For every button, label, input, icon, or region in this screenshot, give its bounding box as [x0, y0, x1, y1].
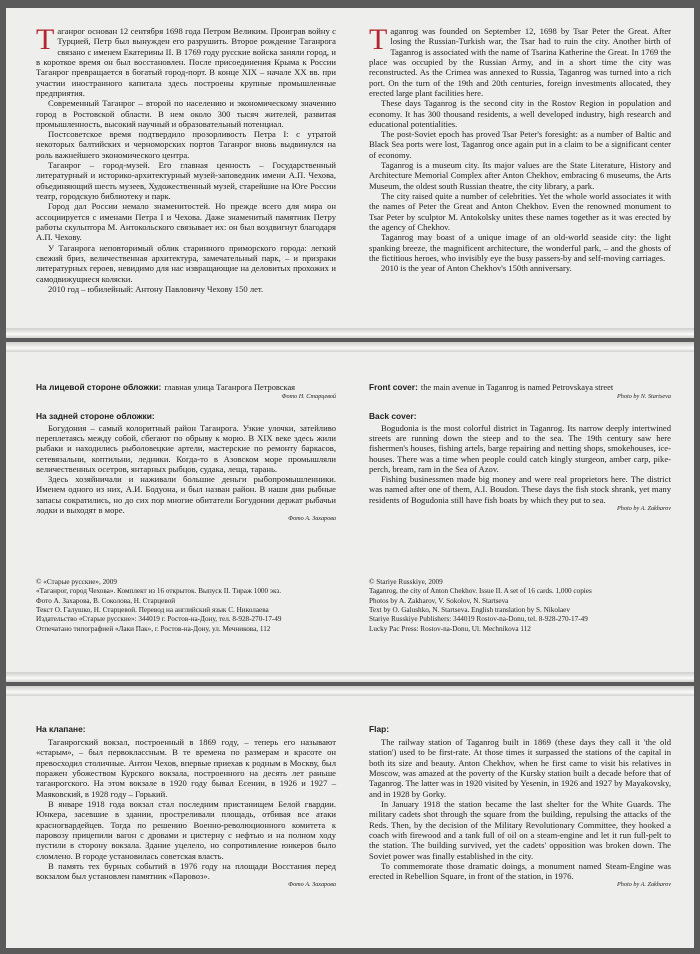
- dropcap-ru: Т: [36, 23, 55, 56]
- imprint-line: Lucky Pac Press: Rostov-na-Donu, Ul. Mechnikova 112: [369, 624, 531, 633]
- intro-ru-p4: Таганрог – город-музей. Его главная ценность – Государственный литературный и историко-архитектурный музей-заповедник имени А.П. Чехова, объединяющий шесть музеев, Художественный музей, старейшие на Юге России театр, городскую библиотеку и парк.: [36, 160, 336, 201]
- intro-en-p1: Taganrog was founded on September 12, 1698 by Tsar Peter the Great. After losing the Russian-Turkish war, the Tsar had to ruin the city. Another birth of Taganrog is associated with the name of Tsarina Katherine the Great. In 1769 the place was occupied by the Russian Army, and in a short time the city was reconstructed. As the Crimea was annexed to Russia, Taganrog was turned into a rich port. On the turn of the 19th and 20th centuries, foreign investments allocated, they erected large plant facilities here.: [369, 23, 671, 98]
- flap-ru-p2: В январе 1918 года вокзал стал последним пристанищем Белой гвардии. Юнкера, засевшие в здании, простреливали площадь, отбивая все атаки красногвардейцев. Тогда по решению Военно-революционного комитета к паровозу прицепили вагон с дровами и цистерну с нефтью и на полном ходу пустили в сторону вокзала. Здание уцелело, но сопротивление юнкеров было сломлено. В городе установилась советская власть.: [36, 798, 336, 861]
- intro-en-p4: Taganrog is a museum city. Its major values are the State Literature, History and Architecture Memorial Complex after Anton Chekhov, embracing 6 museums, the Arts Museum, the oldest south Russian theatre, the city library, a park.: [369, 160, 671, 191]
- back-cover-heading-en: Back cover:: [369, 410, 417, 421]
- intro-ru-p2: Современный Таганрог – второй по населению и экономическому значению город в Ростовской области. В нем около 300 тысяч жителей, развитая промышленность, высокий научный и образовательный потенциал.: [36, 98, 336, 129]
- flap-en-p2: In January 1918 the station became the last shelter for the White Guards. The military cadets shot through the square from the building, repulsing the attacks of the Reds. Then, by the decision of the Military Revolutionary Committee, they hooked a coach with firewood and a tank full of oil on a steam-engine and let it run full-pelt to the station. The building survived, yet the cadets' opposition was broken down. The Soviet power was finally established in the city.: [369, 798, 671, 861]
- intro-ru-p3: Постсоветское время подтвердило прозорливость Петра I: с утратой некоторых балтийских и черноморских портов Таганрог вновь выдвинулся на роль важнейшего экономического центра.: [36, 129, 336, 160]
- photo-credit: Photo by A. Zakharov: [617, 505, 671, 513]
- imprint-line: Text by O. Galushko, N. Startseva. English translation by S. Nikolaev: [369, 606, 570, 615]
- imprint-line: Taganrog, the city of Anton Chekhov. Issue II. A set of 16 cards. 1,000 copies: [369, 587, 592, 596]
- intro-en-p5: The city raised quite a number of celebrities. Yet the whole world associates it with the names of Peter the Great and Anton Chekhov. Even the renowned monument to Tsar Peter by sculptor M. Antokolsky unites these names together as it was erected by the agency of Chekhov.: [369, 191, 671, 232]
- imprint-line: Фото А. Захарова, В. Соколова, Н. Старцевой: [36, 596, 176, 605]
- intro-ru-p1: Таганрог основан 12 сентября 1698 года Петром Великим. Проиграв войну с Турцией, Петр был вынужден его разрушить. Второе рождение Таганрога связано с именем Екатерины II. В 1769 году русские войска заняли город, и в короткое время он был восстановлен. После присоединения Крыма к России Таганрог превращается в богатый город-порт. В конце XIX – начале XX вв. при участии иностранного капитала здесь построены крупные промышленные предприятия.: [36, 23, 336, 98]
- flap-ru: [36, 724, 336, 889]
- imprint-line: Отпечатано типографией «Лаки Пак», г. Ростов-на-Дону, ул. Мечникова, 112: [36, 624, 271, 633]
- imprint-line: Stariye Russkiye Publishers: 344019 Rostov-na-Donu, tel. 8-928-270-17-49: [369, 615, 588, 624]
- bottom-panel: [6, 686, 694, 948]
- imprint-ru: [36, 578, 336, 634]
- flap-en-p1: The railway station of Taganrog built in 1869 (these days they call it 'the old station') used to be first-rate. At those times it surpassed the stations of the capital in both its size and beauty. Anton Chekhov, when he first came to visit his relatives in Moscow, was amazed at the poverty of the Kursky station built a decade before that of Taganrog. The latter was in 1920 visited by Yesenin, in 1926 and 1927 by Mayakovsky, and in 1928 by Gorky.: [369, 737, 671, 799]
- back-cover-en-p1: Bogudonia is the most colorful district in Taganrog. Its narrow deeply intertwined streets are running down the steep and to the sea. The 19th century saw here fishermen's houses, fishing artels, barge repairing and netting shops, smokehouses, ice-houses. There was a time when people could catch kingly sturgeon, amber carp, pike-perch, bream, ram in the Sea of Azov.: [369, 422, 671, 474]
- top-panel: [6, 8, 694, 338]
- back-cover-ru-p2: Здесь хозяйничали и наживали большие деньги рыбопромышленники. Именем одного из них, А.И. Бодуона, и был назван район. В наши дни рыбные запасы сократились, но до сих пор многие обитатели Богудонии держат рыбачьи лодки и выходят в море.: [36, 474, 336, 516]
- flap-heading-ru: На клапане:: [36, 724, 86, 734]
- flap-en-p3: To commemorate those dramatic doings, a monument named Steam-Engine was erected in Rebellion Square, in front of the station, in 1976.: [369, 860, 671, 882]
- imprint-line: «Таганрог, город Чехова». Комплект из 16 открыток. Выпуск II. Тираж 1000 экз.: [36, 587, 282, 596]
- covers-ru: [36, 382, 336, 523]
- imprint-en: [369, 578, 671, 634]
- imprint-line: Издательство «Старые русские»: 344019 г. Ростов-на-Дону, тел. 8-928-270-17-49: [36, 615, 282, 624]
- middle-panel: [6, 342, 694, 682]
- photo-credit: Фото А. Захарова: [288, 881, 336, 889]
- intro-en-p6: Taganrog may boast of a unique image of an old-world seaside city: the light spanking breeze, the magnificent architecture, the wonderful park, – and the ghosts of the fictitious heroes, who invisibly eye the busy passers-by and self-moving carriages.: [369, 232, 671, 263]
- back-cover-en-p2: Fishing businessmen made big money and were real proprietors here. The district was named after one of them, A.I. Boudon. These days the fish stock shrank, yet many residents of Bogudonia still have fish boats by which they put to sea.: [369, 474, 671, 505]
- flap-en: [369, 724, 671, 889]
- photo-credit: Фото Н. Старцевой: [281, 393, 336, 401]
- back-cover-ru-p1: Богудония – самый колоритный район Таганрога. Узкие улочки, затейливо переплетаясь между собой, сбегают по обрыву к морю. В XIX веке здесь жили рыбаки и находились рыболовецкие артели, мастерские по ремонту баркасов, сетевязальни, коптильни, ледники. Когда-то в Азовском море промышляли величественных осетров, янтарных рыбцов, судака, леща, тарань.: [36, 422, 336, 474]
- front-cover-caption-ru: На лицевой стороне обложки: главная улица Таганрога Петровская: [36, 382, 296, 392]
- intro-en-p7: 2010 is the year of Anton Chekhov's 150th anniversary.: [381, 263, 572, 274]
- intro-ru: [36, 23, 336, 294]
- fold-line: [6, 342, 694, 352]
- imprint-line: Текст О. Галушко, Н. Старцевой. Перевод на английский язык С. Николаева: [36, 606, 269, 615]
- back-cover-heading-ru: На задней стороне обложки:: [36, 410, 155, 421]
- imprint-line: © «Старые русские», 2009: [36, 578, 117, 586]
- intro-en-p2: These days Taganrog is the second city in the Rostov Region in population and economy. It has 300 thousand residents, a well developed industry, high research and educational potentialities.: [369, 98, 671, 129]
- imprint-line: Photos by A. Zakharov, V. Sokolov, N. Startseva: [369, 596, 509, 605]
- flap-heading-en: Flap:: [369, 724, 390, 734]
- photo-credit: Photo by A. Zakharov: [617, 881, 671, 889]
- imprint-line: © Stariye Russkiye, 2009: [369, 578, 443, 586]
- fold-line: [6, 672, 694, 682]
- intro-en: [369, 23, 671, 274]
- covers-en: [369, 382, 671, 513]
- fold-line: [6, 686, 694, 696]
- flap-ru-p3: В память тех бурных событий в 1976 году на площади Восстания перед вокзалом был установлен памятник «Паровоз».: [36, 860, 336, 882]
- photo-credit: Фото А. Захарова: [288, 515, 336, 523]
- intro-en-p3: The post-Soviet epoch has proved Tsar Peter's foresight: as a number of Baltic and Black Sea ports were lost, Taganrog once again put in a claim to be a significant center of economy.: [369, 129, 671, 160]
- intro-ru-p5: Город дал России немало знаменитостей. Но прежде всего для мира он ассоциируется с именами Петра I и Чехова. Даже знаменитый памятник Петру работы скульптора М. Антокольского связывает их: он был воздвигнут благодаря А.П. Чехову.: [36, 201, 336, 243]
- dropcap-en: T: [369, 23, 388, 56]
- photo-credit: Photo by N. Startseva: [617, 393, 671, 401]
- flap-ru-p1: Таганрогский вокзал, построенный в 1869 году, – теперь его называют «старым», – был первоклассным. В те времена по размерам и красоте он превосходил столичные. Антон Чехов, впервые приехав к родным в Москву, был поражен убожеством Курского вокзала, построенного на десять лет раньше таганрогского. На этом вокзале в 1920 году бывал Есенин, в 1926 и 1927 – Маяковский, в 1928 году – Горький.: [36, 737, 336, 799]
- front-cover-caption-en: Front cover: the main avenue in Taganrog is named Petrovskaya street: [369, 382, 614, 392]
- intro-ru-p7: 2010 год – юбилейный: Антону Павловичу Чехову 150 лет.: [48, 283, 264, 294]
- intro-ru-p6: У Таганрога неповторимый облик старинного приморского города: легкий свежий бриз, величественная архитектура, замечательный парк, – и призраки литературных героев, невидимо для нас извращающие на деловитых прохожих и самодвижущиеся коляски.: [36, 242, 336, 284]
- fold-line: [6, 328, 694, 338]
